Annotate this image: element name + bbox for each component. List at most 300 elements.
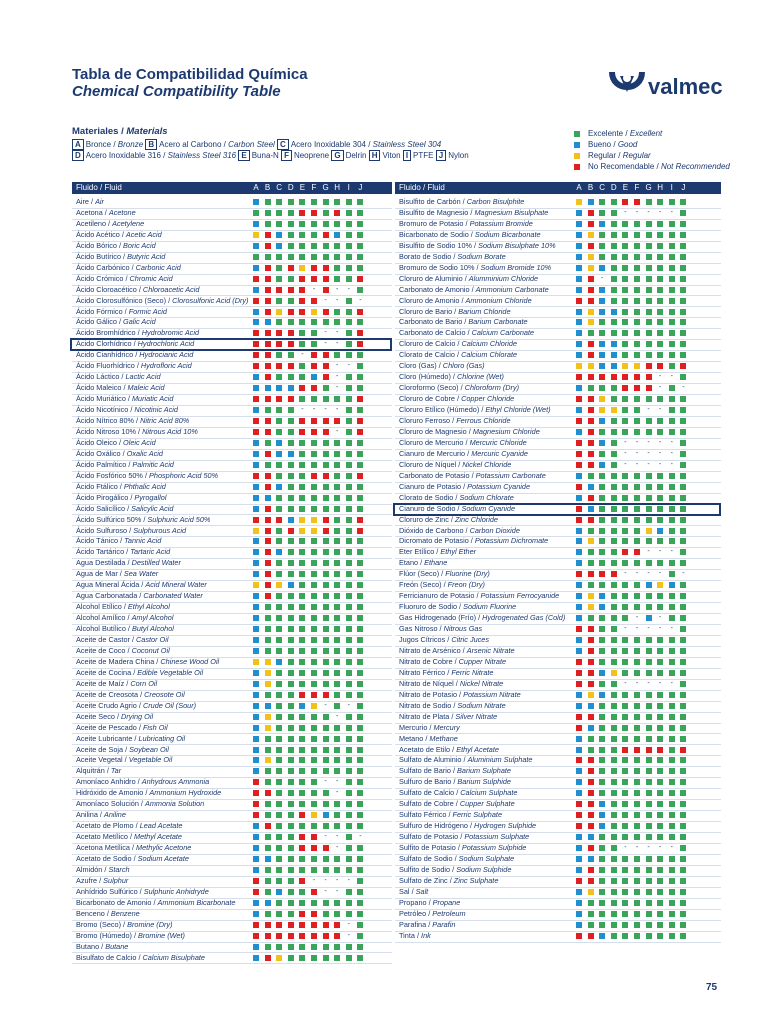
rating-cell [299,823,305,829]
fluid-name [399,547,572,557]
fluid-name [76,646,249,656]
rating-cell [334,210,340,216]
rating-none: - [647,438,650,446]
rating-cell [680,659,686,665]
rating-none: - [635,438,639,446]
fluid-name-en: Hydrobromic Acid [141,328,200,338]
rating-cell [588,462,594,468]
fluid-name-en: Sulphuric Acid 50% [147,514,211,524]
rating-cell [288,944,294,950]
rating-cell [599,341,605,347]
rating-cell [680,396,686,402]
rating-cell [288,692,294,698]
rating-cell [576,221,582,227]
table-row [395,931,721,943]
rating-cell [657,692,663,698]
rating-cell [357,396,363,402]
rating-cell [576,330,582,336]
rating-cell [357,374,363,380]
rating-cell [334,922,340,928]
fluid-name-es: Sulfato de Potasio / [399,832,465,842]
rating-cell [265,790,271,796]
rating-cell [357,604,363,610]
rating-cell [588,593,594,599]
rating-cell [634,484,640,490]
fluid-name-es: Anilina / [76,810,104,820]
rating-cell [669,199,675,205]
rating-cell [611,615,617,621]
fluid-name [76,515,249,525]
fluid-name-es: Ácido Muriático / [76,394,132,404]
rating-cell [611,254,617,260]
fluid-name-es: Nitrato de Níquel / [399,678,460,688]
fluid-name-es: Ácido Tartárico / [76,547,131,557]
fluid-name [399,723,572,733]
rating-none: - [324,887,327,895]
rating-cell [634,659,640,665]
rating-cell [346,276,352,282]
rating-cell [657,856,663,862]
rating-cell [588,243,594,249]
rating-none: - [670,438,673,446]
rating-none: - [336,789,339,797]
fluid-name-en: Benzene [110,908,140,918]
rating-cell [646,374,652,380]
rating-cell [276,757,282,763]
rating-cell [657,768,663,774]
rating-cell [346,648,352,654]
rating-cell [323,768,329,774]
rating-cell [346,736,352,742]
fluid-name-es: Ácido Oleico / [76,437,124,447]
rating-cell [311,374,317,380]
fluid-name-en: Sodium Bromide 10% [480,262,552,272]
rating-cell [599,779,605,785]
rating-cell [299,495,305,501]
material-letter-i: I [403,150,411,161]
rating-cell [622,396,628,402]
rating-cell [357,801,363,807]
rating-cell [634,560,640,566]
rating-cell [622,922,628,928]
rating-cell [346,670,352,676]
fluid-name-en: Sodium Sulphide [456,864,512,874]
rating-cell [265,692,271,698]
rating-cell [276,473,282,479]
rating-cell [311,363,317,369]
fluid-name-es: Eter Etílico / [399,547,441,557]
rating-cell [599,319,605,325]
fluid-name-es: Propano / [399,897,433,907]
rating-cell [323,429,329,435]
rating-cell [588,768,594,774]
rating-cell [311,933,317,939]
rating-cell [669,473,675,479]
rating-cell [634,429,640,435]
fluid-name [76,405,249,415]
fluid-name-es: Carbonato de Amonio / [399,284,476,294]
rating-cell [311,385,317,391]
rating-cell [588,473,594,479]
rating-cell [599,363,605,369]
rating-none: - [624,208,627,216]
rating-cell [680,309,686,315]
rating-cell [346,319,352,325]
rating-cell [276,845,282,851]
fluid-name-es: Ácido Carbónico / [76,262,136,272]
rating-cell [634,790,640,796]
rating-cell [346,714,352,720]
rating-cell [680,363,686,369]
rating-cell [588,287,594,293]
rating-cell [669,396,675,402]
rating-cell [346,451,352,457]
fluid-name [76,931,249,941]
rating-cell [611,385,617,391]
rating-cell [576,878,582,884]
rating-cell [323,659,329,665]
header-col-j: J [681,183,686,192]
fluid-name [399,920,572,930]
rating-none: - [336,329,339,337]
rating-cell [611,352,617,358]
fluid-name-en: Ammonia Solution [144,799,205,809]
rating-cell [680,451,686,457]
rating-none: - [336,296,339,304]
rating-cell [334,506,340,512]
fluid-name-es: Aceite de Madera China / [76,656,161,666]
rating-cell [611,626,617,632]
rating-cell [599,440,605,446]
rating-cell [253,298,259,304]
rating-cell [657,560,663,566]
rating-cell [669,790,675,796]
rating-cell [588,604,594,610]
rating-cell [357,462,363,468]
material-name-en: Stainless Steel 316 [167,151,237,160]
rating-cell [576,692,582,698]
rating-cell [346,659,352,665]
rating-cell [265,298,271,304]
rating-cell [288,626,294,632]
material-letter-h: H [369,150,381,161]
rating-cell [299,834,305,840]
rating-cell [311,637,317,643]
fluid-name-es: Agua Destilada / [76,558,132,568]
rating-cell [265,626,271,632]
rating-cell [288,517,294,523]
rating-cell [276,747,282,753]
rating-cell [276,779,282,785]
rating-none: - [312,406,316,414]
rating-cell [357,615,363,621]
rating-cell [622,232,628,238]
rating-cell [669,900,675,906]
rating-cell [276,692,282,698]
fluid-name-es: Sulfato de Cobre / [399,799,460,809]
fluid-name [76,876,249,886]
rating-cell [334,276,340,282]
fluid-name-en: Phosphoric Acid 50% [149,470,219,480]
rating-cell [576,593,582,599]
fluid-name-es: Cloro (Gas) / [399,361,443,371]
header-col-d: D [287,183,294,192]
fluid-name-en: Carbon Bisulphite [466,197,525,206]
rating-cell [346,626,352,632]
rating-cell [622,276,628,282]
rating-cell [599,210,605,216]
rating-cell [299,221,305,227]
fluid-name-es: Nitrato de Plata / [399,711,456,721]
rating-cell [680,845,686,851]
rating-cell [680,593,686,599]
rating-cell [299,801,305,807]
fluid-name-en: Carbon Dioxide [469,525,520,535]
rating-cell [680,352,686,358]
header-col-g: G [645,183,652,192]
fluid-name-en: Mercuric Cyanide [471,448,528,458]
rating-cell [311,451,317,457]
rating-cell [588,922,594,928]
rating-cell [334,768,340,774]
rating-cell [357,648,363,654]
material-letter-f: F [281,150,292,161]
rating-cell [622,309,628,315]
rating-cell [311,922,317,928]
rating-cell [634,889,640,895]
fluid-name-es: Gas Hidrogenado (Frío) / [399,613,483,623]
rating-cell [669,418,675,424]
rating-cell [346,330,352,336]
rating-cell [346,549,352,555]
rating-cell [253,823,259,829]
rating-cell [634,812,640,818]
rating-cell [611,538,617,544]
rating-cell [657,232,663,238]
fluid-name-en: Drying Oil [121,711,154,721]
rating-cell [680,265,686,271]
rating-cell [622,834,628,840]
rating-cell [253,812,259,818]
rating-cell [265,681,271,687]
rating-cell [299,747,305,753]
rating-cell [599,330,605,336]
rating-cell [276,911,282,917]
rating-cell [634,637,640,643]
rating-cell [611,374,617,380]
rating-cell [646,560,652,566]
rating-cell [669,725,675,731]
fluid-name [399,931,572,941]
rating-cell [680,757,686,763]
rating-cell [634,878,640,884]
rating-cell [265,418,271,424]
rating-cell [622,528,628,534]
rating-cell [599,867,605,873]
rating-cell [323,374,329,380]
rating-cell [576,407,582,413]
rating-cell [346,889,352,895]
rating-cell [357,330,363,336]
rating-cell [265,287,271,293]
rating-cell [323,714,329,720]
rating-cell [622,363,628,369]
rating-cell [669,692,675,698]
rating-cell [299,506,305,512]
rating-cell [599,790,605,796]
fluid-name-en: Carbonic Acid [135,262,181,272]
rating-cell [657,911,663,917]
fluid-name-es: Cloro (Húmedo) / [399,372,457,382]
fluid-name-es: Clorato de Calcio / [399,350,462,360]
rating-cell [634,725,640,731]
fluid-name-es: Ácido Pirogálico / [76,492,135,502]
rating-cell [323,867,329,873]
rating-cell [253,254,259,260]
rating-cell [611,911,617,917]
valmec-logo [608,66,768,106]
rating-cell [265,944,271,950]
rating-cell [599,856,605,862]
fluid-name-en: Acetylene [112,218,145,228]
rating-cell [622,265,628,271]
fluid-name-en: Chloroacetic Acid [142,284,200,294]
table-row [72,953,392,965]
fluid-name [76,449,249,459]
fluid-name-es: Cloruro de Calcio / [399,339,462,349]
fluid-name-en: Ethyl Acetate [456,744,499,754]
rating-cell [346,856,352,862]
rating-cell [311,276,317,282]
rating-cell [611,768,617,774]
rating-cell [680,790,686,796]
rating-cell [634,243,640,249]
rating-cell [680,254,686,260]
header-col-e: E [622,183,629,192]
rating-cell [657,495,663,501]
rating-cell [634,254,640,260]
rating-cell [622,692,628,698]
rating-cell [276,670,282,676]
rating-cell [346,528,352,534]
rating-cell [588,823,594,829]
fluid-name-es: Butano / [76,941,106,951]
rating-cell [253,648,259,654]
rating-cell [646,287,652,293]
rating-cell [611,265,617,271]
rating-cell [323,418,329,424]
fluid-name [399,296,572,306]
fluid-name-en: Arsenic Nitrate [466,645,515,655]
rating-cell [323,670,329,676]
rating-cell [311,692,317,698]
rating-cell [265,582,271,588]
rating-none: - [624,625,627,633]
rating-cell [599,352,605,358]
rating-cell [253,615,259,621]
rating-cell [588,341,594,347]
rating-cell [253,637,259,643]
rating-cell [634,801,640,807]
rating-none: - [670,625,673,633]
rating-cell [588,703,594,709]
fluid-name-es: Ácido Fluorhídrico / [76,361,141,371]
legend-item [574,162,730,171]
rating-cell [634,582,640,588]
rating-none: - [324,701,327,709]
rating-cell [680,462,686,468]
rating-cell [588,560,594,566]
rating-cell [334,615,340,621]
fluid-name-es: Acetato de Plomo / [76,821,140,831]
rating-cell [346,538,352,544]
fluid-name [399,569,572,579]
rating-cell [323,473,329,479]
rating-cell [611,889,617,895]
rating-cell [299,933,305,939]
rating-cell [588,648,594,654]
fluid-name-en: Ethane [424,558,448,568]
fluid-name-en: Zinc Sulphate [453,875,499,885]
rating-cell [588,659,594,665]
rating-none: - [659,208,662,216]
rating-cell [253,790,259,796]
rating-cell [669,747,675,753]
fluid-name [399,745,572,755]
fluid-name-en: Crude Oil (Sour) [142,700,197,710]
rating-cell [622,856,628,862]
rating-cell [599,484,605,490]
rating-cell [276,538,282,544]
rating-cell [334,462,340,468]
rating-cell [357,517,363,523]
header-col-a: A [253,183,259,192]
rating-cell [576,779,582,785]
rating-cell [276,495,282,501]
material-name-es: PTFE [413,151,434,160]
fluid-name-en: Sulphur [103,875,129,885]
rating-none: - [647,570,650,578]
fluid-name [76,668,249,678]
rating-cell [253,309,259,315]
rating-cell [622,385,628,391]
rating-cell [299,528,305,534]
rating-cell [611,878,617,884]
fluid-name [399,887,572,897]
fluid-name-es: Bicarbonato de Sodio / [399,229,475,239]
rating-cell [299,911,305,917]
rating-cell [611,659,617,665]
fluid-name [76,482,249,492]
rating-cell [299,768,305,774]
rating-none: - [670,548,673,556]
rating-cell [288,933,294,939]
rating-cell [599,560,605,566]
rating-cell [299,955,305,961]
rating-cell [576,768,582,774]
table-header-left [72,182,392,194]
fluid-name-en: Butyl Alcohol [131,624,174,634]
rating-cell [611,582,617,588]
rating-cell [680,779,686,785]
rating-cell [611,703,617,709]
rating-cell [334,703,340,709]
header-col-d: D [610,183,617,192]
rating-cell [622,538,628,544]
rating-cell [357,911,363,917]
rating-cell [276,703,282,709]
rating-cell [311,626,317,632]
